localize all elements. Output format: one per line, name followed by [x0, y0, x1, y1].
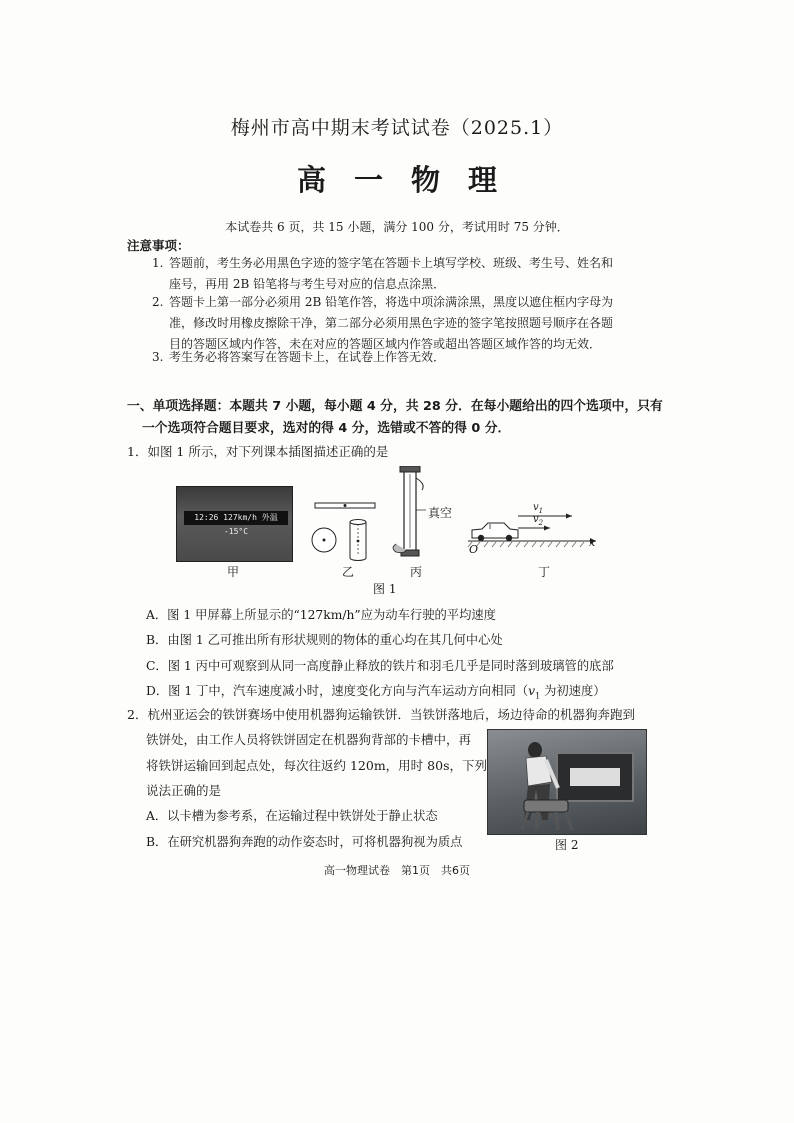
fig-label-bing: 丙: [410, 565, 423, 579]
notice-line: 考生务必将答案写在答题卡上，在试卷上作答无效．: [169, 350, 446, 364]
page-footer: 高一物理试卷 第1页 共6页: [324, 864, 470, 877]
fig-bing-vacuum-tube: [393, 466, 426, 556]
notice-item-number: 1.: [152, 256, 164, 270]
q2-stem-line-2: 铁饼处，由工作人员将铁饼固定在机器狗背部的卡槽中，再: [146, 732, 472, 747]
q2-option-b: B．在研究机器狗奔跑的动作姿态时，可将机器狗视为质点: [146, 835, 463, 849]
q1-option-d-sub: 1: [535, 691, 541, 701]
fig1-photo-train-display: [176, 486, 293, 562]
q1-option-c: C．图 1 丙中可观察到从同一高度静止释放的铁片和羽毛几乎是同时落到玻璃管的底部: [146, 659, 614, 673]
section-1-line-1: 一、单项选择题：本题共 7 小题，每小题 4 分，共 28 分．在每小题给出的四个选项中，只有: [127, 399, 663, 414]
notice-line: 座号，再用 2B 铅笔将与考生号对应的信息点涂黑．: [169, 277, 446, 291]
v2-label: [533, 514, 543, 527]
fig2-photo-robot-dog: [487, 729, 647, 835]
q1-option-b: B．由图 1 乙可推出所有形状规则的物体的重心均在其几何中心处: [146, 633, 503, 647]
fig-label-ding: 丁: [538, 565, 551, 579]
notice-item-1: [152, 253, 652, 295]
person-and-robot-dog-image: [488, 730, 646, 834]
notice-line: 答题前，考生务必用黑色字迹的签字笔在答题卡上填写学校、班级、考生号、姓名和: [169, 256, 614, 270]
notice-line: 准，修改时用橡皮擦除干净，第二部分必须用黑色字迹的签字笔按照题号顺序在各题: [169, 316, 614, 330]
q2-stem-line-1: 2．杭州亚运会的铁饼赛场中使用机器狗运输铁饼．当铁饼落地后，场边待命的机器狗奔跑到: [127, 707, 635, 722]
q1-option-d-var: v: [528, 684, 536, 698]
fig-label-jia: 甲: [227, 565, 240, 579]
section-1-heading: [127, 396, 679, 439]
q1-stem: 1．如图 1 所示，对下列课本插图描述正确的是: [127, 444, 389, 459]
fig-label-yi: 乙: [342, 565, 355, 579]
exam-intro: 本试卷共 6 页，共 15 小题，满分 100 分，考试用时 75 分钟．: [225, 220, 569, 234]
fig-yi-shapes: [312, 503, 375, 561]
notice-item-number: 3.: [152, 350, 164, 364]
exam-title: 梅州市高中期末考试试卷（2025.1）: [230, 117, 564, 139]
subject-heading: 高一物理: [296, 163, 525, 197]
fig1-caption: 图 1: [373, 582, 397, 596]
notice-heading: 注意事项：: [127, 238, 190, 253]
fig-ding-car-motion: [468, 514, 596, 548]
q1-option-d: [146, 681, 606, 700]
q2-stem-line-3: 将铁饼运输回到起点处，每次往返约 120m，用时 80s，下列: [146, 758, 487, 773]
v1-symbol: v: [533, 502, 539, 513]
notice-item-number: 2.: [152, 295, 164, 309]
v2-subscript: 2: [538, 519, 544, 527]
notice-line: 目的答题区域内作答，未在对应的答题区域内作答或超出答题区域作答的均无效．: [169, 337, 602, 351]
notice-item-3: [152, 347, 652, 368]
q1-option-a: A．图 1 甲屏幕上所显示的“127km/h”应为动车行驶的平均速度: [146, 608, 496, 622]
origin-label: O: [469, 543, 479, 556]
v1-subscript: 1: [538, 507, 544, 515]
q2-option-a: A．以卡槽为参考系，在运输过程中铁饼处于静止状态: [146, 809, 438, 823]
x-axis-label: x: [589, 536, 596, 549]
notice-line: 答题卡上第一部分必须用 2B 铅笔作答，将选中项涂满涂黑，黑度以遮住框内字母为: [169, 295, 614, 309]
train-speed-screen: 12:26 127km/h 外温 -15°C: [184, 511, 288, 525]
v2-symbol: v: [533, 514, 539, 525]
q2-stem-line-4: 说法正确的是: [146, 783, 222, 798]
q1-option-d-text: D．图 1 丁中，汽车速度减小时，速度变化方向与汽车运动方向相同（: [146, 684, 529, 698]
q1-option-d-tail: 为初速度）: [540, 684, 606, 698]
fig2-caption: 图 2: [555, 838, 579, 852]
notice-item-2: [152, 292, 652, 355]
section-1-line-2: 一个选项符合题目要求，选对的得 4 分，选错或不答的得 0 分．: [142, 420, 511, 436]
vacuum-label: 真空: [428, 506, 453, 520]
